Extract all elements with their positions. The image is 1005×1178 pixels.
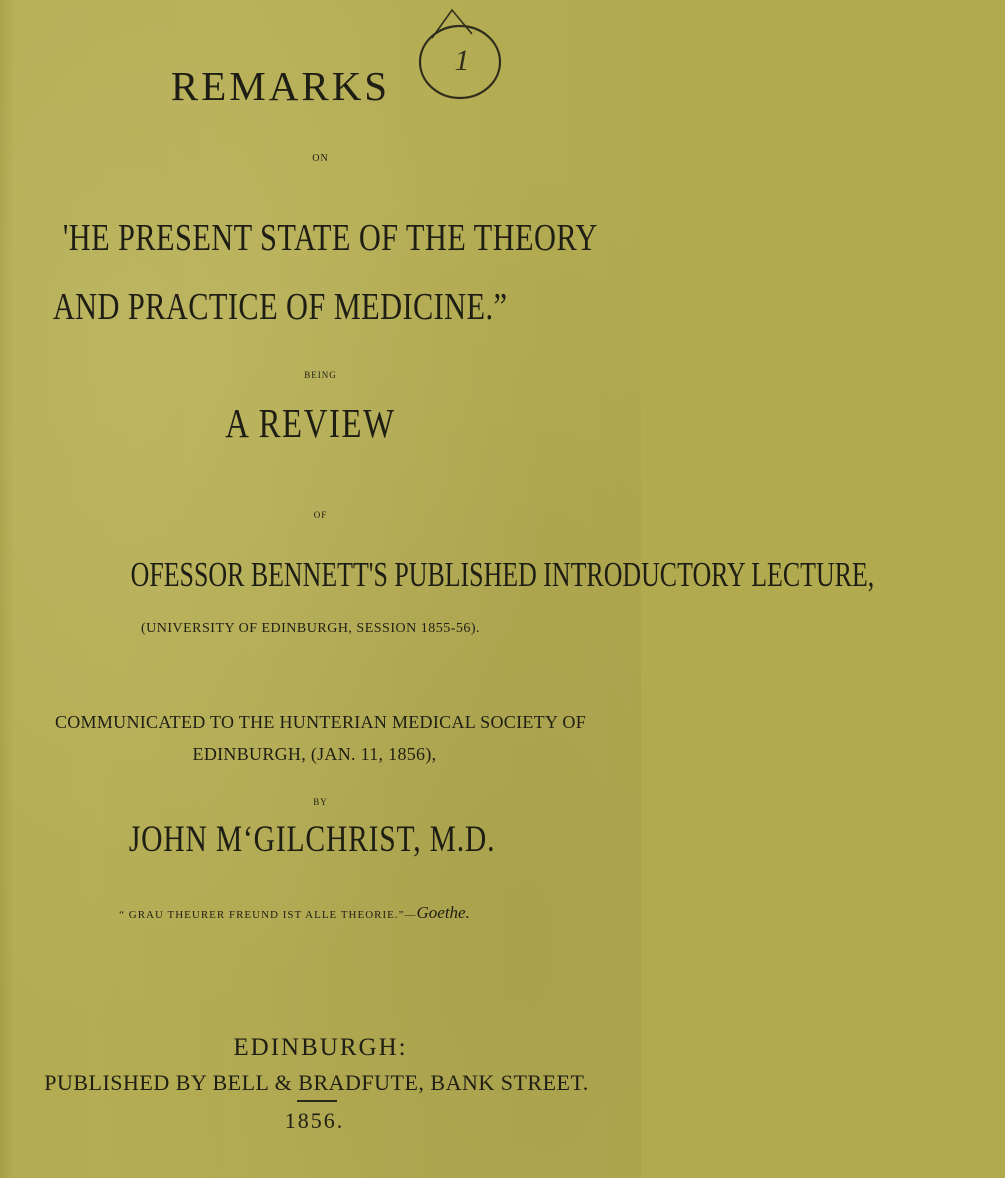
publication-year: 1856.: [284, 1108, 345, 1133]
communicated-line-2: EDINBURGH, (JAN. 11, 1856),: [192, 744, 437, 764]
motto: [0, 903, 615, 923]
short-rule: [297, 1100, 337, 1102]
communicated-line-1: COMMUNICATED TO THE HUNTERIAN MEDICAL SOCIETY OF: [54, 712, 587, 732]
publisher-imprint: PUBLISHED BY BELL & BRADFUTE, BANK STREET.: [44, 1070, 589, 1095]
title-line-2: AND PRACTICE OF MEDICINE.”: [53, 286, 508, 328]
remarks-text: REMARKS: [170, 63, 391, 109]
by-text: BY: [313, 797, 328, 807]
being-text: BEING: [304, 370, 337, 380]
on-text: ON: [312, 153, 329, 164]
remarks-heading: [0, 62, 601, 110]
lecture-title: OFESSOR BENNETT'S PUBLISHED INTRODUCTORY LECTURE,: [130, 555, 875, 594]
author-name: JOHN M‘GILCHRIST, M.D.: [129, 819, 496, 860]
review-heading: A REVIEW: [225, 400, 396, 446]
motto-attribution: Goethe.: [416, 903, 470, 922]
circled-number-stamp: [410, 4, 510, 104]
motto-text: “ GRAU THEURER FREUND IST ALLE THEORIE.”—: [119, 909, 417, 921]
city-imprint: EDINBURGH:: [233, 1034, 408, 1061]
of-text: OF: [313, 510, 328, 520]
session-note: (UNIVERSITY OF EDINBURGH, SESSION 1855-56).: [140, 621, 481, 636]
stamp-number: 1: [454, 44, 470, 77]
title-line-1: 'HE PRESENT STATE OF THE THEORY: [62, 217, 598, 259]
